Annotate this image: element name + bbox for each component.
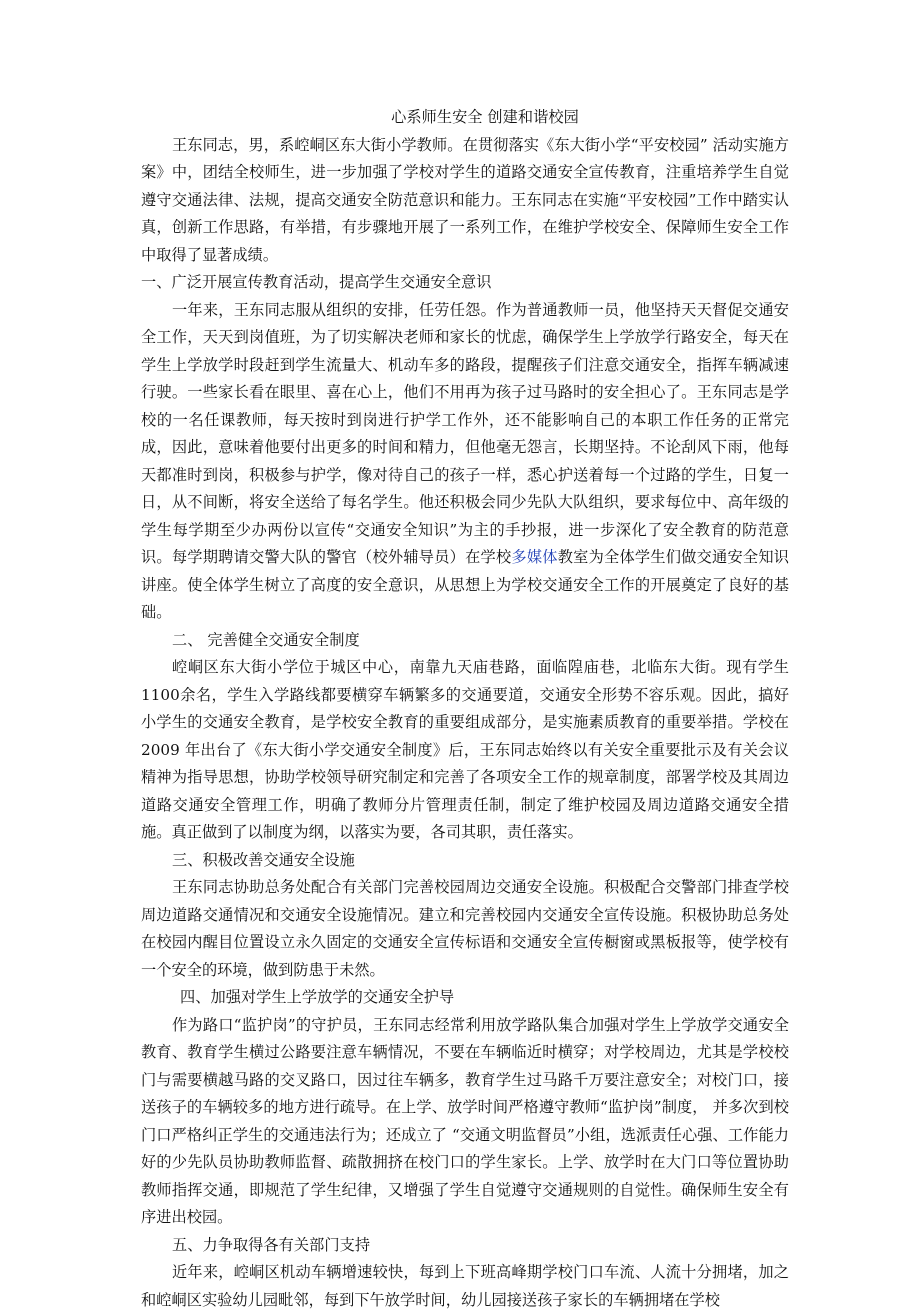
section-1-text-after-link: 教室为全体学生们做交通安全知识讲座。使全体学生树立了高度的安全意识，从思想上为学校交通安全工作的开展奠定了良好的基础。: [141, 548, 790, 621]
section-2-paragraph: 崆峒区东大街小学位于城区中心，南靠九天庙巷路，面临隍庙巷，北临东大街。现有学生1100余名，学生入学路线都要横穿车辆繁多的交通要道，交通安全形势不容乐观。因此，搞好小学生的交通安全教育，是学校安全教育的重要组成部分，是实施素质教育的重要举措。学校在 2009 年出台了《东大街小学交通安全制度》后，王东同志始终以有关安全重要批示及有关会议精神为指导思想，协助学校领导研究制定和完善了各项安全工作的规章制度，部署学校及其周边道路交通安全管理工作，明确了教师分片管理责任制，制定了维护校园及周边道路交通安全措施。真正做到了以制度为纲，以落实为要，各司其职，责任落实。: [141, 658, 789, 841]
section-2-heading: 二、 完善健全交通安全制度: [172, 630, 360, 649]
section-5-heading: 五、力争取得各有关部门支持: [172, 1235, 371, 1254]
section-3-paragraph: 王东同志协助总务处配合有关部门完善校园周边交通安全设施。积极配合交警部门排查学校周边道路交通情况和交通安全设施情况。建立和完善校园内交通安全宣传设施。积极协助总务处在校园内醒目位置设立永久固定的交通安全宣传标语和交通安全宣传橱窗或黑板报等，使学校有一个安全的环境，做到防患于未然。: [141, 878, 789, 979]
section-1-paragraph: [141, 297, 789, 627]
section-5-paragraph: 近年来，崆峒区机动车辆增速较快，每到上下班高峰期学校门口车流、人流十分拥堵，加之和崆峒区实验幼儿园毗邻，每到下午放学时间，幼儿园接送孩子家长的车辆拥堵在学校: [141, 1263, 789, 1309]
document-title: 心系师生安全 创建和谐校园: [391, 108, 579, 126]
section-3-heading: 三、积极改善交通安全设施: [172, 850, 355, 869]
intro-paragraph: 王东同志，男，系崆峒区东大街小学教师。在贯彻落实《东大街小学“平安校园” 活动实施方案》中，团结全校师生，进一步加强了学校对学生的道路交通安全宣传教育，注重培养学生自觉遵守交通法律、法规，提高交通安全防范意识和能力。王东同志在实施“平安校园”工作中踏实认真，创新工作思路，有举措，有步骤地开展了一系列工作，在维护学校安全、保障师生安全工作中取得了显著成绩。: [141, 135, 789, 264]
section-4-paragraph: 作为路口“监护岗”的守护员，王东同志经常利用放学路队集合加强对学生上学放学交通安全教育、教育学生横过公路要注意车辆情况，不要在车辆临近时横穿；对学校周边，尤其是学校校门与需要横越马路的交叉路口，因过往车辆多，教育学生过马路千万要注意安全；对校门口，接送孩子的车辆较多的地方进行疏导。在上学、放学时间严格遵守教师“监护岗”制度， 并多次到校门口严格纠正学生的交通违法行为；还成立了 “交通文明监督员”小组，选派责任心强、工作能力好的少先队员协助教师监督、疏散拥挤在校门口的学生家长。上学、放学时在大门口等位置协助教师指挥交通，即规范了学生纪律，又增强了学生自觉遵守交通规则的自觉性。确保师生安全有序进出校园。: [141, 1015, 789, 1226]
multimedia-link[interactable]: 多媒体: [511, 548, 558, 566]
section-4-heading: 四、加强对学生上学放学的交通安全护导: [180, 988, 455, 1006]
section-1-text-before-link: 一年来，王东同志服从组织的安排，任劳任怨。作为普通教师一员，他坚持天天督促交通安全工作，天天到岗值班，为了切实解决老师和家长的忧虑，确保学生上学放学行路安全，每天在学生上学放学时段赶到学生流量大、机动车多的路段，提醒孩子们注意交通安全，指挥车辆减速行驶。一些家长看在眼里、喜在心上，他们不用再为孩子过马路时的安全担心了。王东同志是学校的一名任课教师，每天按时到岗进行护学工作外，还不能影响自己的本职工作任务的正常完成，因此，意味着他要付出更多的时间和精力，但他毫无怨言，长期坚持。不论刮风下雨，他每天都准时到岗，积极参与护学，像对待自己的孩子一样，悉心护送着每一个过路的学生，日复一日，从不间断，将安全送给了每名学生。他还积极会同少先队大队组织，要求每位中、高年级的学生每学期至少办两份以宣传“交通安全知识”为主的手抄报，进一步深化了安全教育的防范意识。每学期聘请交警大队的警官（校外辅导员）在学校: [141, 300, 789, 566]
section-1-heading: 一、广泛开展宣传教育活动，提高学生交通安全意识: [141, 273, 492, 291]
document-body: [141, 104, 789, 1314]
